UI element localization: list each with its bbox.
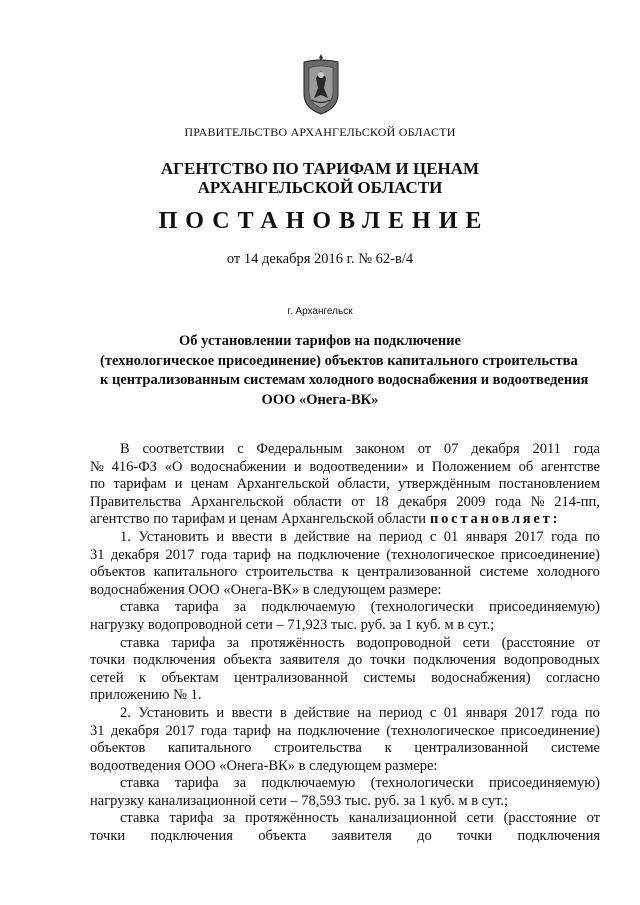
word: года xyxy=(551,528,578,545)
word: января xyxy=(465,704,508,721)
word: 2017 xyxy=(514,704,544,721)
word: сетей xyxy=(90,669,124,686)
word: Установить xyxy=(138,704,209,721)
word: (расстояние xyxy=(503,810,577,827)
word: и xyxy=(416,458,424,475)
word: централизованной xyxy=(357,564,471,581)
word: по xyxy=(584,528,600,545)
word: к xyxy=(341,564,349,581)
body-text: агентство по тарифам и ценам Архангельской области xyxy=(90,511,426,528)
body-line: водоотведения ООО «Онега-ВК» в следующем размере: xyxy=(90,757,438,774)
body-line: водоснабжения ООО «Онега-ВК» в следующем размере: xyxy=(90,581,442,598)
word: (технологически xyxy=(370,599,474,616)
document-body xyxy=(90,441,600,846)
word: В xyxy=(120,441,130,457)
word: Архангельской xyxy=(236,476,330,493)
word: 214-пп, xyxy=(554,493,600,510)
body-line xyxy=(90,529,600,547)
word: до xyxy=(347,652,363,669)
body-line xyxy=(90,547,600,565)
word: декабря xyxy=(471,441,520,457)
word: декабря xyxy=(110,546,160,563)
word: период xyxy=(378,528,423,545)
word: тарифам xyxy=(113,476,167,493)
body-line xyxy=(90,441,600,459)
word: (технологическое xyxy=(386,722,495,739)
word: водопроводной xyxy=(356,634,451,651)
word: присоединяемую) xyxy=(489,775,600,792)
word: в xyxy=(280,704,287,721)
word: (технологически xyxy=(370,775,474,792)
word: действие xyxy=(294,528,350,545)
word: капитального xyxy=(168,740,252,757)
word: ставка xyxy=(120,775,160,792)
word: протяжённость xyxy=(245,810,339,827)
word: сети xyxy=(466,810,494,827)
word: на xyxy=(357,704,372,721)
word: года xyxy=(200,546,228,563)
word: от xyxy=(586,810,600,827)
word: 01 xyxy=(443,528,459,545)
word: января xyxy=(465,528,508,545)
document-title xyxy=(100,332,589,410)
word: № xyxy=(530,493,545,510)
body-line xyxy=(90,511,600,529)
word: системы xyxy=(363,669,416,686)
word: водопроводных xyxy=(503,652,600,669)
body-line xyxy=(90,828,600,846)
word: постановлением xyxy=(498,476,600,493)
word: с xyxy=(237,441,244,457)
word: строительства xyxy=(245,564,334,581)
body-line xyxy=(90,635,600,653)
word: подключаемую xyxy=(261,775,356,792)
word: 2017 xyxy=(165,722,195,739)
word: присоединение) xyxy=(500,722,600,739)
word: 2011 xyxy=(532,441,561,457)
document-type: ПОСТАНОВЛЕНИЕ xyxy=(158,208,490,234)
word: Положением xyxy=(431,458,511,475)
word: и xyxy=(174,476,183,493)
word: централизованной xyxy=(234,669,348,686)
word: на xyxy=(277,722,292,739)
word: водоснабжения) xyxy=(431,669,531,686)
word: к xyxy=(384,740,392,757)
body-line xyxy=(90,723,600,741)
word: заявителя xyxy=(331,828,392,845)
body-line xyxy=(90,652,600,670)
word: по xyxy=(584,704,600,721)
body-line: нагрузку водопроводной сети – 71,923 тыс. руб. за 1 куб. м в сут.; xyxy=(90,616,495,633)
word: подключение xyxy=(297,722,380,739)
body-line xyxy=(90,670,600,688)
word: точки xyxy=(457,828,493,845)
body-line xyxy=(90,476,600,494)
body-line xyxy=(90,564,600,582)
word: на xyxy=(357,528,372,545)
word: подключение xyxy=(297,546,380,563)
word: 2017 xyxy=(165,546,195,563)
word: и xyxy=(216,528,225,545)
word: ввести xyxy=(231,528,273,545)
agency-name-line: АРХАНГЕЛЬСКОЙ ОБЛАСТИ xyxy=(197,178,443,197)
word: Установить xyxy=(138,528,209,545)
word: системе xyxy=(479,564,529,581)
decree-word: постановляет: xyxy=(429,511,561,528)
word: заявителя xyxy=(279,652,340,669)
word: период xyxy=(378,704,423,721)
word: за xyxy=(233,599,247,616)
word: Федеральным xyxy=(256,441,343,457)
word: (расстояние xyxy=(501,634,575,651)
word: тарифа xyxy=(174,599,219,616)
word: объекта xyxy=(258,828,307,845)
word: за xyxy=(222,810,236,827)
word: с xyxy=(429,704,437,721)
word: года xyxy=(494,493,522,510)
word: ставка xyxy=(120,599,160,616)
word: тарифа xyxy=(171,634,216,651)
word: и xyxy=(293,458,302,475)
title-line: к централизованным системам холодного водоснабжения и водоотведения xyxy=(100,372,589,388)
word: точки xyxy=(90,828,126,845)
word: присоединение) xyxy=(500,546,600,563)
coat-of-arms-icon xyxy=(300,54,342,116)
body-line xyxy=(90,810,600,828)
word: подключаемую xyxy=(261,599,356,616)
word: от xyxy=(351,493,365,510)
word: системе xyxy=(550,740,600,757)
word: области, xyxy=(337,476,390,493)
word: законом xyxy=(355,441,405,457)
word: подключения xyxy=(413,652,496,669)
word: года xyxy=(200,722,228,739)
word: капитального xyxy=(153,564,238,581)
agency-name xyxy=(0,159,640,197)
word: года xyxy=(551,704,578,721)
word: 31 xyxy=(90,722,105,739)
body-line xyxy=(90,459,600,477)
word: протяжённость xyxy=(250,634,345,651)
word: 18 xyxy=(374,493,389,510)
word: тариф xyxy=(233,722,271,739)
word: действие xyxy=(294,704,350,721)
word: и xyxy=(216,704,225,721)
word: года xyxy=(573,441,600,457)
word: точки xyxy=(370,652,406,669)
word: ставка xyxy=(120,810,160,827)
word: подключения xyxy=(517,828,600,845)
word: холодного xyxy=(536,564,600,581)
word: ценам xyxy=(190,476,229,493)
word: водоснабжении xyxy=(190,458,287,475)
word: централизованной xyxy=(414,740,529,757)
document-date-number: от 14 декабря 2016 г. № 62-в/4 xyxy=(226,251,414,267)
body-line: нагрузку канализационной сети – 78,593 тыс. руб. за 1 куб. м в сут.; xyxy=(90,792,509,809)
word: области xyxy=(293,493,342,510)
word: тариф xyxy=(233,546,271,563)
title-line: Об установлении тарифов на подключение xyxy=(179,333,461,349)
body-line xyxy=(90,775,600,793)
word: за xyxy=(226,634,240,651)
word: подключения xyxy=(133,652,216,669)
word: строительства xyxy=(274,740,362,757)
word: 31 xyxy=(90,546,105,563)
word: объекта xyxy=(223,652,272,669)
word: точки xyxy=(90,652,126,669)
word: 1. xyxy=(120,528,131,545)
title-line: ООО «Онега-ВК» xyxy=(261,391,379,408)
word: (технологическое xyxy=(386,546,495,563)
word: соответствии xyxy=(142,441,225,457)
word: 2. xyxy=(120,704,131,721)
word: 2017 xyxy=(514,528,544,545)
word: до xyxy=(417,828,432,845)
word: согласно xyxy=(545,669,600,686)
word: от xyxy=(586,634,600,651)
word: сети xyxy=(462,634,490,651)
body-line xyxy=(90,740,600,758)
word: 01 xyxy=(443,704,459,721)
word: тарифа xyxy=(169,810,214,827)
word: тарифа xyxy=(174,775,219,792)
word: за xyxy=(233,775,247,792)
word: водоотведении» xyxy=(309,458,409,475)
word: ввести xyxy=(231,704,273,721)
government-name: ПРАВИТЕЛЬСТВО АРХАНГЕЛЬСКОЙ ОБЛАСТИ xyxy=(184,125,456,139)
body-line: приложению № 1. xyxy=(90,687,202,704)
word: подключения xyxy=(150,828,233,845)
word: к xyxy=(139,669,147,686)
word: ставка xyxy=(120,634,160,651)
title-line: (технологическое присоединение) объектов капитального строительства xyxy=(100,352,578,369)
word: на xyxy=(277,546,292,563)
word: 2009 xyxy=(456,493,486,510)
word: 07 xyxy=(443,441,459,457)
agency-name-line: АГЕНТСТВО ПО ТАРИФАМ И ЦЕНАМ xyxy=(160,159,480,178)
word: об xyxy=(518,458,534,475)
word: от xyxy=(417,441,432,457)
word: декабря xyxy=(110,722,160,739)
word: утверждённым xyxy=(398,476,491,493)
body-line xyxy=(90,494,600,512)
body-line xyxy=(90,705,600,723)
word: объектов xyxy=(90,740,146,757)
word: объектам xyxy=(161,669,219,686)
word: с xyxy=(429,528,437,545)
document-city: г. Архангельск xyxy=(287,306,353,317)
word: в xyxy=(280,528,287,545)
word: № xyxy=(90,458,104,475)
word: Архангельской xyxy=(190,493,284,510)
body-line xyxy=(90,599,600,617)
word: присоединяемую) xyxy=(489,599,600,616)
word: декабря xyxy=(398,493,447,510)
word: агентстве xyxy=(541,458,600,475)
word: 416-ФЗ xyxy=(111,458,157,475)
word: Правительства xyxy=(90,493,182,510)
word: объектов xyxy=(90,564,146,581)
word: по xyxy=(90,476,106,493)
word: канализационной xyxy=(348,810,457,827)
word: «О xyxy=(164,458,183,475)
